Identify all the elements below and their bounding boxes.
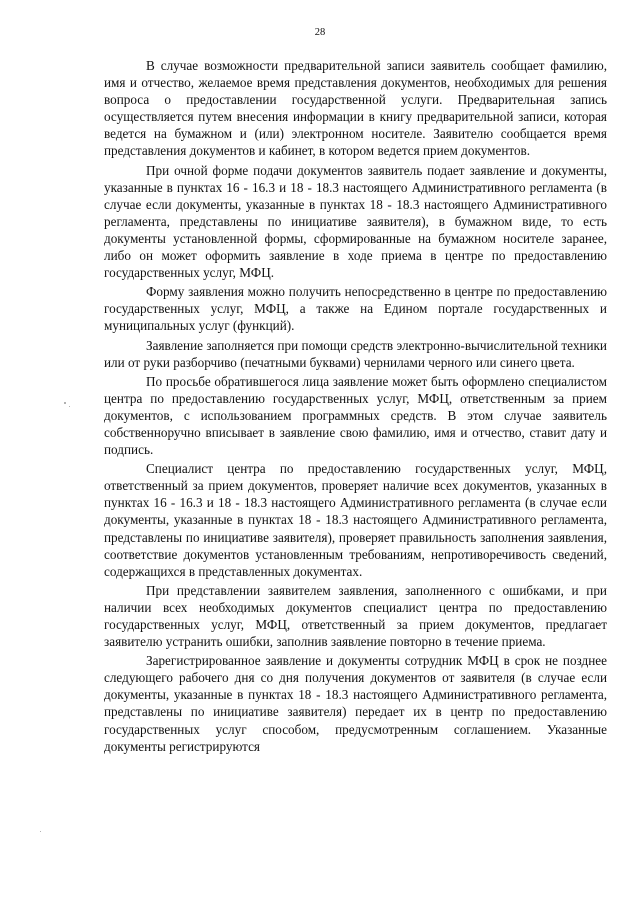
paragraph-form-filling: Заявление заполняется при помощи средств электронно-вычислительной техники или от руки разборчиво (печатными буквами) чернилами черного или синего цвета. xyxy=(104,337,607,370)
paragraph-document-check: Специалист центра по предоставлению государственных услуг, МФЦ, ответственный за прием документов, проверяет наличие всех документов, указанных в пунктах 16 - 16.3 и 18 - 18.3 настоящего Административного регламента (в случае если документы, указанные в пунктах 18 - 18.3 настоящего Административного регламента, представлены по инициативе заявителя), проверяет правильность заполнения заявления, соответствие документов установленным требованиям, непротиворечивость сведений, содержащихся в представленных документах. xyxy=(104,461,607,579)
paragraph-form-availability: Форму заявления можно получить непосредственно в центре по предоставлению государственных услуг, МФЦ, а также на Едином портале государственных и муниципальных услуг (функций). xyxy=(104,284,607,334)
page-number: 28 xyxy=(314,27,326,38)
scan-speck xyxy=(64,402,66,404)
document-body xyxy=(104,57,607,757)
paragraph-in-person-submission: При очной форме подачи документов заявитель подает заявление и документы, указанные в пунктах 16 - 16.3 и 18 - 18.3 настоящего Административного регламента (в случае если документы, указанные в пунктах 18 - 18.3 настоящего Административного регламента, представлены по инициативе заявителя), в бумажном виде, то есть документы установленной формы, сформированные на бумажном носителе заранее, либо он может оформить заявление в ходе приема в центре по предоставлению государственных услуг, МФЦ. xyxy=(104,162,607,281)
paragraph-specialist-assistance: По просьбе обратившегося лица заявление может быть оформлено специалистом центра по предоставлению государственных услуг, МФЦ, ответственным за прием документов, с использованием программных средств. В этом случае заявитель собственноручно вписывает в заявление свою фамилию, имя и отчество, ставит дату и подпись. xyxy=(104,373,607,458)
paragraph-pre-registration: В случае возможности предварительной записи заявитель сообщает фамилию, имя и отчество, желаемое время представления документов, необходимых для решения вопроса о предоставлении государственной услуги. Предварительная запись осуществляется путем внесения информации в книгу предварительной записи, которая ведется на бумажном и (или) электронном носителе. Заявителю сообщается время представления документов и кабинет, в котором ведется прием документов. xyxy=(104,58,607,159)
scan-speck xyxy=(69,406,70,407)
scan-speck xyxy=(40,831,41,832)
paragraph-error-correction: При представлении заявителем заявления, заполненного с ошибками, и при наличии всех необходимых документов специалист центра по предоставлению государственных услуг, МФЦ, ответственный за прием документов, предлагает заявителю устранить ошибки, заполнив заявление повторно в течение приема. xyxy=(104,582,607,650)
paragraph-document-transfer: Зарегистрированное заявление и документы сотрудник МФЦ в срок не позднее следующего рабочего дня со дня получения документов от заявителя (в случае если документы, указанные в пунктах 18 - 18.3 настоящего Административного регламента, представлены по инициативе заявителя) передает их в центр по предоставлению государственных услуг способом, предусмотренным соглашением. Указанные документы регистрируются xyxy=(104,653,607,754)
